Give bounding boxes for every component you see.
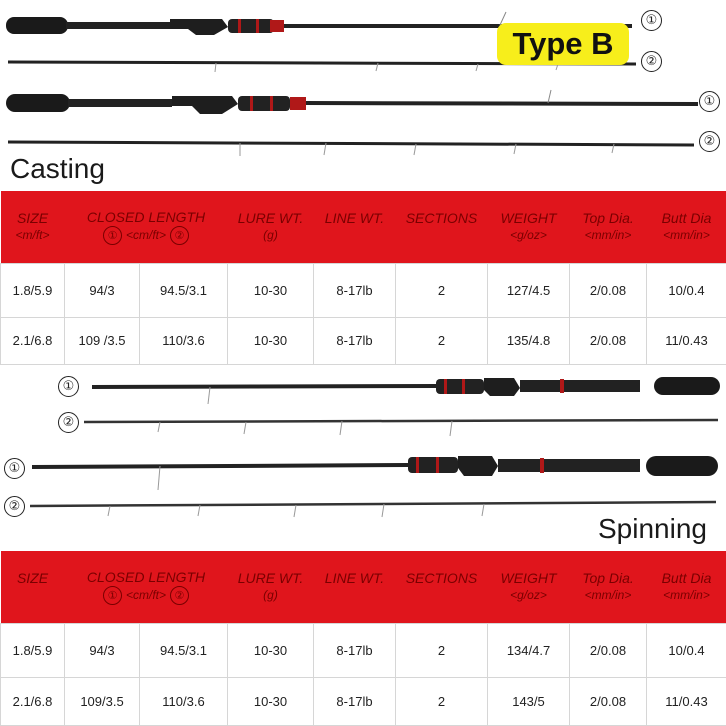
cell-line: 8-17lb	[314, 263, 396, 317]
casting-rod-2-tip	[8, 142, 694, 156]
spinning-header-row	[1, 551, 726, 623]
spinning-spec-table	[0, 551, 726, 726]
cell-top-dia: 2/0.08	[570, 623, 647, 677]
cell-closed-2: 110/3.6	[140, 317, 228, 364]
cell-closed-1: 109 /3.5	[65, 317, 140, 364]
casting-spec-table	[0, 191, 726, 365]
spinning-marker-2b: ②	[4, 496, 25, 517]
spinning-marker-1: ①	[58, 376, 79, 397]
cell-top-dia: 2/0.08	[570, 263, 647, 317]
casting-marker-2b: ②	[699, 131, 720, 152]
cell-weight: 127/4.5	[488, 263, 570, 317]
cell-butt-dia: 10/0.4	[647, 623, 726, 677]
header-butt-dia: Butt Dia <mm/in>	[647, 551, 726, 623]
header-lure: LURE WT. (g)	[228, 551, 314, 623]
header-size: SIZE <m/ft>	[1, 191, 65, 263]
casting-marker-2: ②	[641, 51, 662, 72]
cell-size: 2.1/6.8	[1, 677, 65, 725]
cell-top-dia: 2/0.08	[570, 317, 647, 364]
table-row	[1, 317, 726, 364]
cell-closed-2: 110/3.6	[140, 677, 228, 725]
spinning-marker-2: ②	[58, 412, 79, 433]
cell-sections: 2	[396, 677, 488, 725]
cell-butt-dia: 11/0.43	[647, 317, 726, 364]
header-sections: SECTIONS	[396, 551, 488, 623]
table-row	[1, 623, 726, 677]
cell-lure: 10-30	[228, 677, 314, 725]
cell-lure: 10-30	[228, 263, 314, 317]
cell-closed-2: 94.5/3.1	[140, 263, 228, 317]
header-weight: WEIGHT <g/oz>	[488, 191, 570, 263]
header-weight: WEIGHT <g/oz>	[488, 551, 570, 623]
header-top-dia: Top Dia. <mm/in>	[570, 551, 647, 623]
casting-marker-1b: ①	[699, 91, 720, 112]
header-closed-length: CLOSED LENGTH ① <cm/ft> ②	[65, 551, 228, 623]
header-line: LINE WT.	[314, 551, 396, 623]
cell-top-dia: 2/0.08	[570, 677, 647, 725]
cell-size: 2.1/6.8	[1, 317, 65, 364]
cell-butt-dia: 11/0.43	[647, 677, 726, 725]
cell-line: 8-17lb	[314, 623, 396, 677]
header-line: LINE WT.	[314, 191, 396, 263]
cell-lure: 10-30	[228, 623, 314, 677]
cell-line: 8-17lb	[314, 317, 396, 364]
header-closed-length: CLOSED LENGTH ① <cm/ft> ②	[65, 191, 228, 263]
cell-weight: 135/4.8	[488, 317, 570, 364]
spinning-rod-1-butt	[92, 377, 720, 404]
table-row	[1, 263, 726, 317]
spinning-rod-2-butt	[32, 456, 718, 490]
cell-weight: 143/5	[488, 677, 570, 725]
table-row	[1, 677, 726, 725]
cell-closed-1: 94/3	[65, 623, 140, 677]
spinning-section-title: Spinning	[598, 513, 707, 544]
cell-sections: 2	[396, 263, 488, 317]
type-badge: Type B	[497, 23, 629, 65]
cell-closed-1: 109/3.5	[65, 677, 140, 725]
casting-header-row	[1, 191, 726, 263]
header-sections: SECTIONS	[396, 191, 488, 263]
spinning-rod-1-tip	[84, 420, 718, 436]
cell-sections: 2	[396, 623, 488, 677]
casting-section-title: Casting	[10, 153, 105, 184]
cell-line: 8-17lb	[314, 677, 396, 725]
header-butt-dia: Butt Dia <mm/in>	[647, 191, 726, 263]
header-size: SIZE	[1, 551, 65, 623]
casting-rod-2-butt	[6, 90, 698, 114]
cell-closed-1: 94/3	[65, 263, 140, 317]
casting-marker-1: ①	[641, 10, 662, 31]
cell-butt-dia: 10/0.4	[647, 263, 726, 317]
cell-size: 1.8/5.9	[1, 263, 65, 317]
cell-lure: 10-30	[228, 317, 314, 364]
header-top-dia: Top Dia. <mm/in>	[570, 191, 647, 263]
spinning-rods-illustration	[0, 368, 726, 518]
spinning-marker-1b: ①	[4, 458, 25, 479]
header-lure: LURE WT. (g)	[228, 191, 314, 263]
cell-size: 1.8/5.9	[1, 623, 65, 677]
cell-closed-2: 94.5/3.1	[140, 623, 228, 677]
cell-weight: 134/4.7	[488, 623, 570, 677]
cell-sections: 2	[396, 317, 488, 364]
